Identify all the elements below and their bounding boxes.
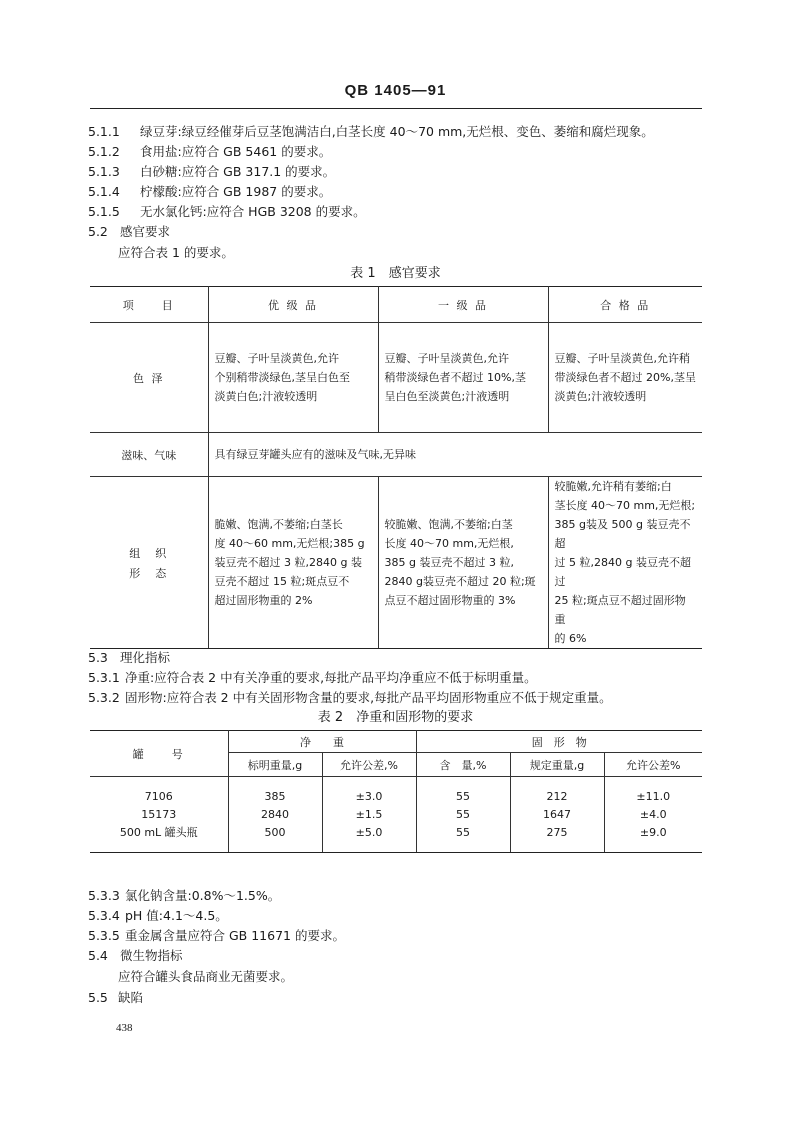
cell-line: 较脆嫩,允许稍有萎缩;白 <box>554 480 672 493</box>
section-title: 微生物指标 <box>120 948 183 963</box>
table1-header-premium: 优 级 品 <box>208 287 378 323</box>
section-num: 5.3 <box>88 650 108 665</box>
net-weight-table <box>90 730 702 853</box>
table-cell: 500 <box>264 825 286 839</box>
page-number: 438 <box>116 1022 133 1034</box>
cell-line: 385 g装及 500 g 装豆壳不超 <box>554 518 691 550</box>
table-cell: 55 <box>456 789 470 803</box>
item-num: 5.3.4 <box>88 908 120 923</box>
table1-header-first: 一 级 品 <box>378 287 548 323</box>
cell-line: 装豆壳不超过 3 粒,2840 g 装 <box>214 556 362 569</box>
table-cell: ±9.0 <box>639 825 667 839</box>
cell-texture-qualified <box>548 477 702 649</box>
cell-color-premium <box>208 323 378 433</box>
table2-col-net-tolerance <box>322 777 416 853</box>
item-text: 白砂糖:应符合 GB 317.1 的要求。 <box>140 164 336 179</box>
item-num: 5.1.1 <box>88 124 120 139</box>
item-text: 净重:应符合表 2 中有关净重的要求,每批产品平均净重应不低于标明重量。 <box>125 670 537 685</box>
table-cell: 2840 <box>261 807 289 821</box>
table2-sub-header: 允许公差,% <box>322 753 416 777</box>
section-num: 5.4 <box>88 948 108 963</box>
item-num: 5.3.3 <box>88 888 120 903</box>
cell-line: 带淡绿色者不超过 20%,茎呈 <box>554 371 696 384</box>
row-label-texture <box>90 477 208 649</box>
row-label-taste: 滋味、气味 <box>90 433 208 477</box>
table-cell: 385 <box>264 789 286 803</box>
section-body: 应符合表 1 的要求。 <box>118 245 234 260</box>
table2-col-net-weight <box>228 777 322 853</box>
table2-sub-header: 标明重量,g <box>228 753 322 777</box>
cell-line: 个别稍带淡绿色,茎呈白色至 <box>214 371 350 384</box>
table-cell: 7106 <box>144 789 173 803</box>
section-body: 应符合罐头食品商业无菌要求。 <box>118 969 294 984</box>
table1-header-item: 项 目 <box>90 287 208 323</box>
item-num: 5.1.2 <box>88 144 120 159</box>
table2-sub-header: 允许公差% <box>604 753 702 777</box>
sensory-table <box>90 286 702 649</box>
table2-col-solid-weight <box>510 777 604 853</box>
section-title: 感官要求 <box>120 224 171 239</box>
table2-col-solid-content <box>416 777 510 853</box>
item-num: 5.1.3 <box>88 164 120 179</box>
item-text: 食用盐:应符合 GB 5461 的要求。 <box>140 144 332 159</box>
table-cell: ±1.5 <box>355 807 383 821</box>
cell-line: 脆嫩、饱满,不萎缩;白茎长 <box>214 518 343 531</box>
cell-line: 呈白色至淡黄色;汁液透明 <box>384 390 510 403</box>
cell-line: 超过固形物重的 2% <box>214 594 313 607</box>
table-cell: ±3.0 <box>355 789 383 803</box>
item-text: 无水氯化钙:应符合 HGB 3208 的要求。 <box>140 204 366 219</box>
item-num: 5.1.5 <box>88 204 120 219</box>
cell-line: 点豆不超过固形物重的 3% <box>384 594 516 607</box>
table2-header-can: 罐 号 <box>90 731 228 777</box>
table-cell: 15173 <box>141 807 177 821</box>
item-text: 重金属含量应符合 GB 11671 的要求。 <box>125 928 345 943</box>
item-text: pH 值:4.1～4.5。 <box>125 908 228 923</box>
cell-line: 豆瓣、子叶呈淡黄色,允许 <box>214 352 339 365</box>
cell-line: 稍带淡绿色者不超过 10%,茎 <box>384 371 526 384</box>
cell-line: 385 g 装豆壳不超过 3 粒, <box>384 556 514 569</box>
cell-taste-merged: 具有绿豆芽罐头应有的滋味及气味,无异味 <box>208 433 702 477</box>
table-cell: 55 <box>456 825 470 839</box>
section-num: 5.5 <box>88 990 108 1005</box>
cell-line: 度 40～60 mm,无烂根;385 g <box>214 537 365 550</box>
row-label-line: 组 织 <box>129 546 169 560</box>
cell-line: 淡黄色;汁液较透明 <box>554 390 647 403</box>
item-text: 氯化钠含量:0.8%～1.5%。 <box>125 888 281 903</box>
cell-line: 豆壳不超过 15 粒;斑点豆不 <box>214 575 350 588</box>
item-text: 固形物:应符合表 2 中有关固形物含量的要求,每批产品平均固形物重应不低于规定重量。 <box>125 690 612 705</box>
item-num: 5.3.5 <box>88 928 120 943</box>
table2-header-solid: 固 形 物 <box>416 731 702 753</box>
cell-line: 长度 40～70 mm,无烂根, <box>384 537 514 550</box>
table2-sub-header: 规定重量,g <box>510 753 604 777</box>
cell-color-first <box>378 323 548 433</box>
cell-line: 豆瓣、子叶呈淡黄色,允许稍 <box>554 352 690 365</box>
cell-line: 2840 g装豆壳不超过 20 粒;斑 <box>384 575 536 588</box>
cell-texture-premium <box>208 477 378 649</box>
header-rule <box>90 108 702 109</box>
cell-color-qualified <box>548 323 702 433</box>
table-cell: 55 <box>456 807 470 821</box>
item-text: 柠檬酸:应符合 GB 1987 的要求。 <box>140 184 332 199</box>
cell-line: 茎长度 40～70 mm,无烂根; <box>554 499 696 512</box>
cell-line: 25 粒;斑点豆不超过固形物重 <box>554 594 686 626</box>
table-cell: ±5.0 <box>355 825 383 839</box>
table2-sub-header: 含 量,% <box>416 753 510 777</box>
table-cell: 275 <box>546 825 568 839</box>
table-cell: 1647 <box>543 807 571 821</box>
cell-line: 过 5 粒,2840 g 装豆壳不超过 <box>554 556 691 588</box>
section-title: 理化指标 <box>120 650 171 665</box>
cell-line: 淡黄白色;汁液较透明 <box>214 390 318 403</box>
item-num: 5.3.1 <box>88 670 120 685</box>
table2-caption: 表 2 净重和固形物的要求 <box>317 710 474 725</box>
section-num: 5.2 <box>88 224 108 239</box>
section-title: 缺陷 <box>118 990 144 1005</box>
table1-header-qualified: 合 格 品 <box>548 287 702 323</box>
table-cell: 500 mL 罐头瓶 <box>119 825 198 839</box>
document-header-code: QB 1405—91 <box>344 82 447 99</box>
table1-caption: 表 1 感官要求 <box>350 266 441 281</box>
item-text: 绿豆芽:绿豆经催芽后豆茎饱满洁白,白茎长度 40～70 mm,无烂根、变色、萎缩和腐烂现象。 <box>140 124 654 139</box>
row-label-color: 色 泽 <box>90 323 208 433</box>
table-cell: ±11.0 <box>636 789 671 803</box>
cell-texture-first <box>378 477 548 649</box>
item-num: 5.1.4 <box>88 184 120 199</box>
table-cell: 212 <box>546 789 568 803</box>
row-label-line: 形 态 <box>129 566 169 580</box>
item-num: 5.3.2 <box>88 690 120 705</box>
table-cell: ±4.0 <box>639 807 667 821</box>
table2-header-net: 净 重 <box>228 731 416 753</box>
table2-col-can <box>90 777 228 853</box>
cell-line: 较脆嫩、饱满,不萎缩;白茎 <box>384 518 513 531</box>
table2-col-solid-tolerance <box>604 777 702 853</box>
cell-line: 的 6% <box>554 632 587 645</box>
cell-line: 豆瓣、子叶呈淡黄色,允许 <box>384 352 509 365</box>
